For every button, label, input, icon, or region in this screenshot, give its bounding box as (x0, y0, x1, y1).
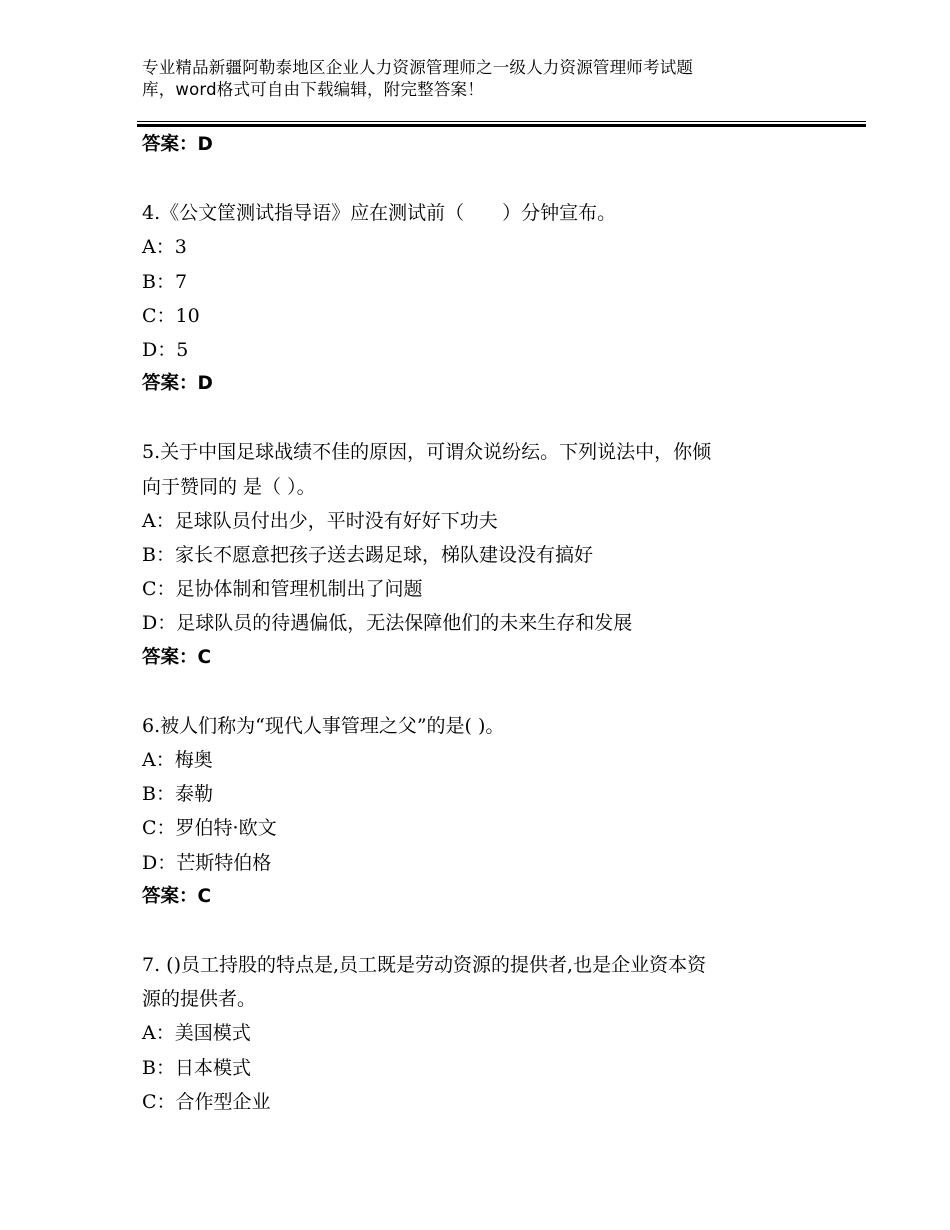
answer-line: 答案：C (142, 885, 212, 907)
option-b: B：日本模式 (142, 1056, 251, 1079)
header-line-1: 专业精品新疆阿勒泰地区企业人力资源管理师之一级人力资源管理师考试题 (142, 58, 694, 77)
question-stem-cont: 源的提供者。 (142, 988, 257, 1011)
answer-line: 答案：C (142, 646, 212, 668)
question-7 (142, 948, 822, 1119)
option-c: C：足协体制和管理机制出了问题 (142, 578, 423, 601)
option-a: A：美国模式 (142, 1022, 251, 1045)
question-4 (142, 196, 822, 401)
question-6 (142, 709, 822, 914)
option-d: D：芒斯特伯格 (142, 851, 272, 874)
option-a: A：3 (142, 236, 187, 259)
option-b: B：泰勒 (142, 783, 213, 806)
spacer (142, 162, 822, 196)
option-d: D：足球队员的待遇偏低，无法保障他们的未来生存和发展 (142, 612, 633, 635)
answer-line: 答案：D (142, 134, 213, 155)
option-b: B：7 (142, 270, 188, 293)
question-stem: 5.关于中国足球战绩不佳的原因，可谓众说纷纭。下列说法中，你倾 (142, 441, 712, 464)
option-a: A：足球队员付出少，平时没有好好下功夫 (142, 509, 498, 532)
answer-line: 答案：D (142, 373, 213, 395)
header-rule-thick (137, 124, 866, 127)
header-line-2: 库，word格式可自由下载编辑，附完整答案！ (142, 80, 484, 99)
option-c: C：合作型企业 (142, 1090, 271, 1113)
question-stem: 6.被人们称为“现代人事管理之父”的是( )。 (142, 714, 505, 737)
spacer (142, 401, 822, 435)
option-c: C：罗伯特·欧文 (142, 817, 277, 840)
option-c: C：10 (142, 304, 200, 327)
option-b: B：家长不愿意把孩子送去踢足球，梯队建设没有搞好 (142, 544, 593, 567)
question-stem: 7. ()员工持股的特点是,员工既是劳动资源的提供者,也是企业资本资 (142, 954, 707, 977)
question-stem-cont: 向于赞同的 是（ ）。 (142, 475, 316, 498)
spacer (142, 914, 822, 948)
document-header (142, 57, 842, 101)
question-list (142, 128, 822, 1119)
question-5 (142, 435, 822, 674)
question-stem: 4.《公文筐测试指导语》应在测试前（ ）分钟宣布。 (142, 202, 617, 225)
option-d: D：5 (142, 339, 189, 362)
spacer (142, 675, 822, 709)
header-rule-thin (137, 121, 866, 122)
option-a: A：梅奥 (142, 749, 213, 772)
